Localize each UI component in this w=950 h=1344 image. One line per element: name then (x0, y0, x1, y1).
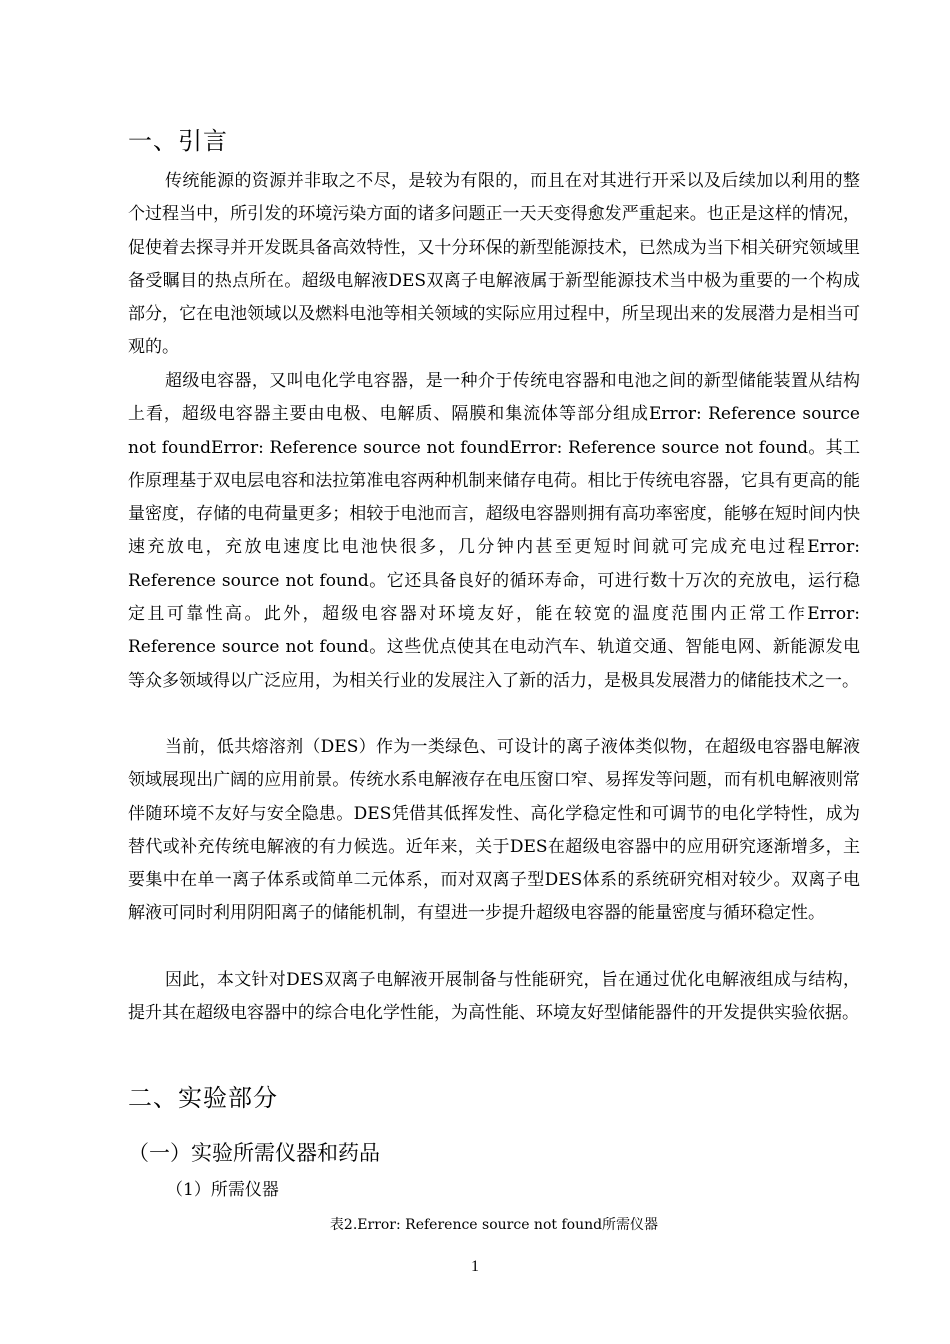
section-1-heading: 一、引言 (128, 127, 228, 155)
table-caption: 表2.Error: Reference source not found所需仪器 (329, 1217, 659, 1233)
instrument-item-label: （1）所需仪器 (166, 1180, 279, 1200)
paragraph-1: 传统能源的资源并非取之不尽，是较为有限的，而且在对其进行开采以及后续加以利用的整个过程当中，所引发的环境污染方面的诸多问题正一天天变得愈发严重起来。也正是这样的情况，促使着去探寻并开发既具备高效特性，又十分环保的新型能源技术，已然成为当下相关研究领域里备受瞩目的热点所在。超级电解液DES双离子电解液属于新型能源技术当中极为重要的一个构成部分，它在电池领域以及燃料电池等相关领域的实际应用过程中，所呈现出来的发展潜力是相当可观的。 (128, 171, 860, 358)
page-number: 1 (471, 1258, 479, 1275)
subsection-heading: （一）实验所需仪器和药品 (128, 1141, 380, 1165)
paragraph-2: 超级电容器，又叫电化学电容器，是一种介于传统电容器和电池之间的新型储能装置从结构上看，超级电容器主要由电极、电解质、隔膜和集流体等部分组成Error: Reference source not foundError: Reference source not foundError: Reference source not found。其工作原理基于双电层电容和法拉第准电容两种机制来储存电荷。相比于传统电容器，它具有更高的能量密度，存储的电荷量更多；相较于电池而言，超级电容器则拥有高功率密度，能够在短时间内快速充放电，充放电速度比电池快很多，几分钟内甚至更短时间就可完成充电过程Error: Reference source not found。它还具备良好的循环寿命，可进行数十万次的充放电，运行稳定且可靠性高。此外，超级电容器对环境友好，能在较宽的温度范围内正常工作Error: Reference source not found。这些优点使其在电动汽车、轨道交通、智能电网、新能源发电等众多领域得以广泛应用，为相关行业的发展注入了新的活力，是极具发展潜力的储能技术之一。 (128, 371, 860, 691)
paragraph-3: 当前，低共熔溶剂（DES）作为一类绿色、可设计的离子液体类似物，在超级电容器电解液领域展现出广阔的应用前景。传统水系电解液存在电压窗口窄、易挥发等问题，而有机电解液则常伴随环境不友好与安全隐患。DES凭借其低挥发性、高化学稳定性和可调节的电化学特性，成为替代或补充传统电解液的有力候选。近年来，关于DES在超级电容器中的应用研究逐渐增多，主要集中在单一离子体系或简单二元体系，而对双离子型DES体系的系统研究相对较少。双离子电解液可同时利用阴阳离子的储能机制，有望进一步提升超级电容器的能量密度与循环稳定性。 (128, 737, 860, 924)
section-2-heading: 二、实验部分 (128, 1084, 278, 1112)
paragraph-4: 因此，本文针对DES双离子电解液开展制备与性能研究，旨在通过优化电解液组成与结构，提升其在超级电容器中的综合电化学性能，为高性能、环境友好型储能器件的开发提供实验依据。 (128, 970, 860, 1024)
